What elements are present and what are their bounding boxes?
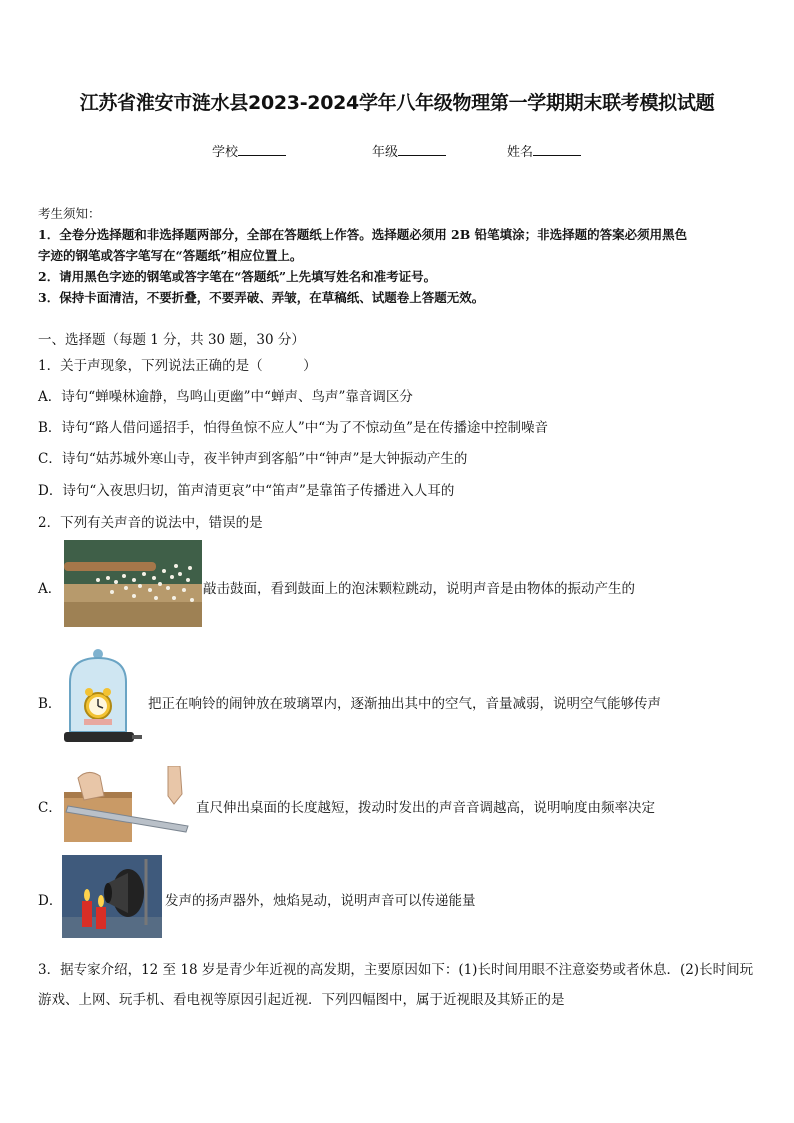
- q2-option-a-text: 敲击鼓面，看到鼓面上的泡沫颗粒跳动，说明声音是由物体的振动产生的: [203, 581, 635, 597]
- q2-option-d-text: 发声的扬声器外，烛焰晃动，说明声音可以传递能量: [165, 893, 476, 909]
- notice-item-3: 3．保持卡面清洁，不要折叠，不要弄破、弄皱，在草稿纸、试题卷上答题无效。: [38, 290, 485, 305]
- speaker-candle-image: [62, 855, 162, 938]
- q1-option-b: B．诗句“路人借问遥招手，怕得鱼惊不应人”中“为了不惊动鱼”是在传播途中控制噪音: [38, 420, 549, 436]
- school-field: [212, 141, 286, 160]
- q3-stem-line1: 3．据专家介绍，12 至 18 岁是青少年近视的高发期，主要原因如下：(1)长时间用眼不注意姿势或者休息．(2)长时间玩: [38, 962, 754, 978]
- q3-stem-line2: 游戏、上网、玩手机、看电视等原因引起近视．下列四幅图中，属于近视眼及其矫正的是: [38, 992, 565, 1008]
- page-title: 江苏省淮安市涟水县2023-2024学年八年级物理第一学期期末联考模拟试题: [79, 92, 715, 114]
- drum-foam-image: [64, 540, 202, 627]
- name-blank: [533, 143, 581, 156]
- name-label: 姓名: [507, 145, 534, 160]
- grade-blank: [398, 143, 446, 156]
- notice-heading: 考生须知：: [38, 206, 101, 221]
- q1-stem: 1．关于声现象，下列说法正确的是（ ）: [38, 358, 317, 374]
- notice-item-1-cont: 字迹的钢笔或答字笔写在“答题纸”相应位置上。: [38, 248, 303, 263]
- q2-option-a-letter: A．: [38, 581, 62, 597]
- school-label: 学校: [212, 145, 239, 160]
- school-blank: [238, 143, 286, 156]
- grade-label: 年级: [372, 145, 399, 160]
- q1-option-c: C．诗句“姑苏城外寒山寺，夜半钟声到客船”中“钟声”是大钟振动产生的: [38, 451, 468, 467]
- q1-option-d: D．诗句“入夜思归切，笛声清更哀”中“笛声”是靠笛子传播进入人耳的: [38, 483, 455, 499]
- section-heading: 一、选择题（每题 1 分，共 30 题，30 分）: [38, 332, 305, 348]
- name-field: [507, 141, 581, 160]
- q2-option-b-text: 把正在响铃的闹钟放在玻璃罩内，逐渐抽出其中的空气，音量减弱，说明空气能够传声: [148, 696, 661, 712]
- q2-option-d-letter: D．: [38, 893, 63, 909]
- notice-item-1: 1．全卷分选择题和非选择题两部分，全部在答题纸上作答。选择题必须用 2B 铅笔填涂；非选择题的答案必须用黑色: [38, 227, 688, 242]
- q2-stem: 2．下列有关声音的说法中，错误的是: [38, 515, 263, 531]
- bell-jar-alarm-image: [62, 646, 144, 750]
- q2-option-b-letter: B．: [38, 696, 62, 712]
- q2-option-c-text: 直尺伸出桌面的长度越短，拨动时发出的声音音调越高，说明响度由频率决定: [196, 800, 655, 816]
- q2-option-c-letter: C．: [38, 800, 62, 816]
- grade-field: [372, 141, 446, 160]
- q1-option-a: A．诗句“蝉噪林逾静，鸟鸣山更幽”中“蝉声、鸟声”靠音调区分: [38, 389, 413, 405]
- ruler-desk-image: [64, 766, 194, 842]
- notice-item-2: 2．请用黑色字迹的钢笔或答字笔在“答题纸”上先填写姓名和准考证号。: [38, 269, 437, 284]
